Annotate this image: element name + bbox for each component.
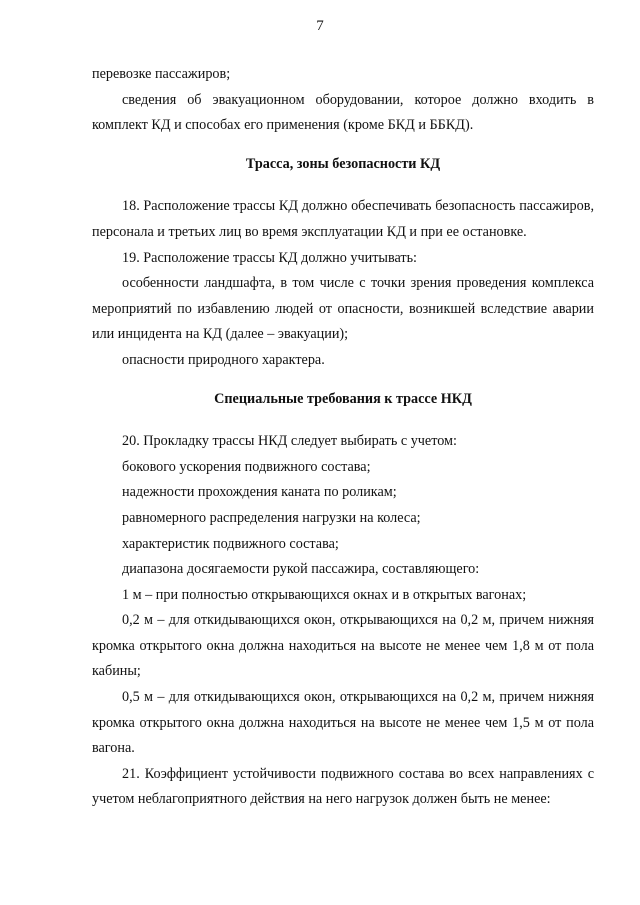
paragraph: особенности ландшафта, в том числе с точки зрения проведения комплекса мероприятий по избавлению людей от опасности, возникшей вследствие аварии или инцидента на КД (далее – эвакуации); [92,275,594,343]
paragraph: характеристик подвижного состава; [122,535,339,552]
section-heading: Трасса, зоны безопасности КД [245,155,441,172]
paragraph: сведения об эвакуационном оборудовании, которое должно входить в комплект КД и способах его применения (кроме БКД и ББКД). [92,91,594,134]
paragraph: 0,5 м – для откидывающихся окон, открывающихся на 0,2 м, причем нижняя кромка открытого окна должна находиться на высоте не менее чем 1,5 м от пола вагона. [92,689,594,757]
paragraph: надежности прохождения каната по роликам; [122,484,397,501]
section-heading: Специальные требования к трассе НКД [214,390,472,407]
paragraph: равномерного распределения нагрузки на колеса; [122,509,421,526]
paragraph: опасности природного характера. [122,351,325,368]
paragraph: диапазона досягаемости рукой пассажира, составляющего: [122,561,480,578]
paragraph: 18. Расположение трассы КД должно обеспечивать безопасность пассажиров, персонала и третьих лиц во время эксплуатации КД и при ее остановке. [92,198,594,240]
paragraph: 19. Расположение трассы КД должно учитывать: [122,249,417,266]
page-number: 7 [316,18,324,34]
paragraph: бокового ускорения подвижного состава; [122,458,371,475]
document-body [92,62,594,813]
paragraph: перевозке пассажиров; [92,66,231,82]
paragraph: 1 м – при полностью открывающихся окнах и в открытых вагонах; [122,586,527,603]
paragraph: 0,2 м – для откидывающихся окон, открывающихся на 0,2 м, причем нижняя кромка открытого окна должна находиться на высоте не менее чем 1,8 м от пола кабины; [92,612,594,680]
paragraph: 20. Прокладку трассы НКД следует выбирать с учетом: [122,433,457,450]
paragraph: 21. Коэффициент устойчивости подвижного состава во всех направлениях с учетом неблагоприятного действия на него нагрузок должен быть не менее: [92,765,594,808]
